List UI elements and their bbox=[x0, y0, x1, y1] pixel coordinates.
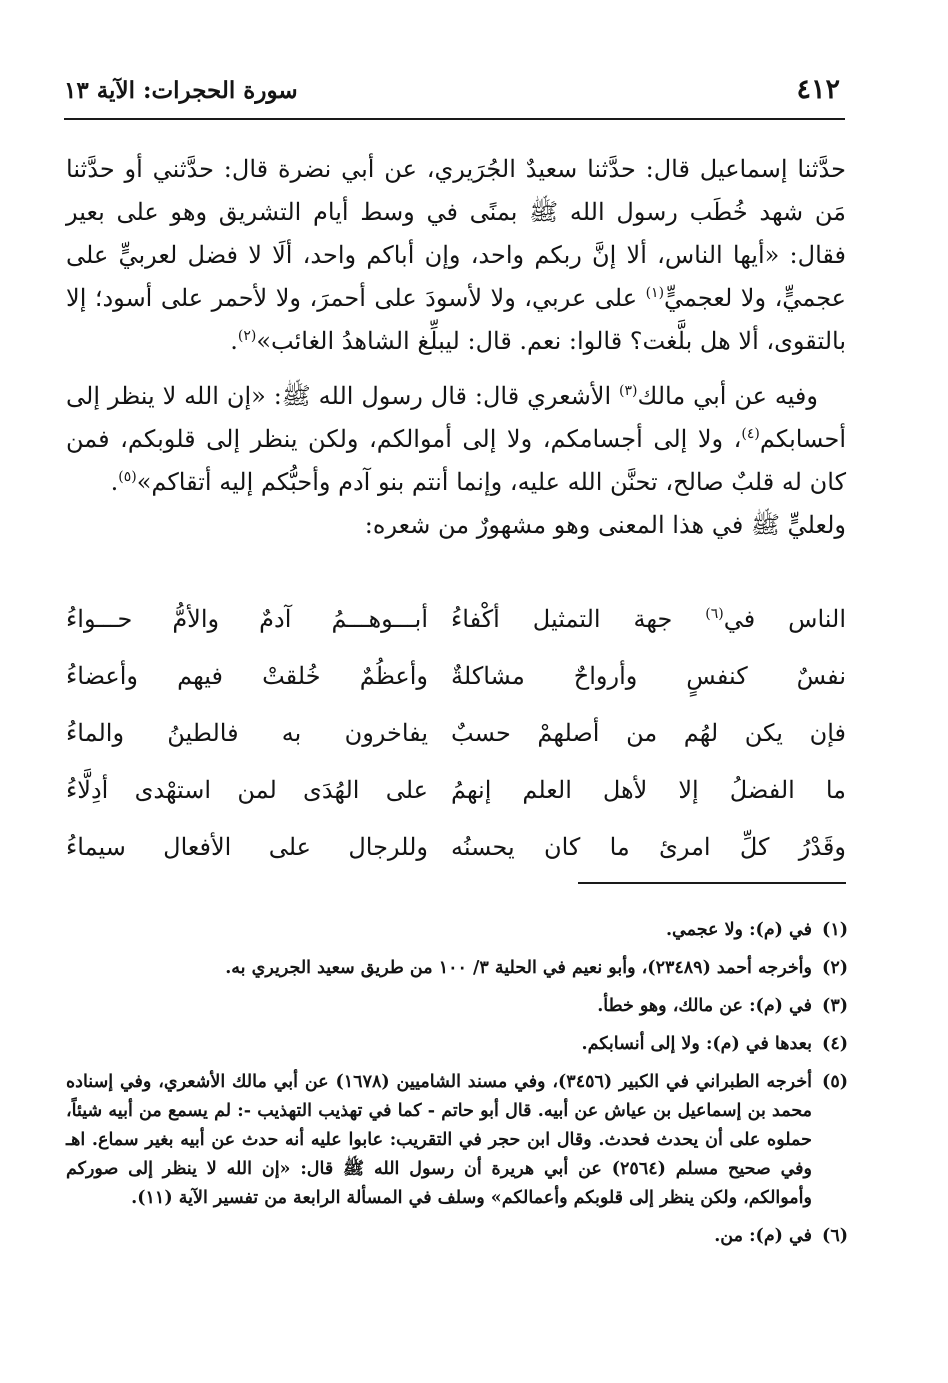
footnote-number: (١) bbox=[822, 920, 848, 940]
footnote-ref: (٦) bbox=[705, 606, 724, 622]
poem-verse bbox=[66, 719, 846, 776]
header-rule bbox=[64, 118, 845, 120]
footnote-ref: (٥) bbox=[118, 469, 137, 485]
poem bbox=[66, 605, 846, 890]
footnote bbox=[66, 1068, 848, 1213]
poem-verse bbox=[66, 776, 846, 833]
footnote-ref: (١) bbox=[645, 285, 665, 301]
footnote-text: في (م): ولا عجمي. bbox=[665, 920, 812, 940]
poem-verse bbox=[66, 605, 846, 662]
paragraph-text: ، ولا إلى أجسامكم، ولا إلى أموالكم، ولكن ينظر إلى قلوبكم، فمن كان له قلبٌ صالح، تحنَّن الله عليه، وإنما أنتم بنو آدم وأحبُّكم إليه أتقاكم» bbox=[66, 425, 846, 496]
verse-first-hemistich: فإن يكن لهُم من أصلهمْ حسبٌ bbox=[451, 719, 846, 747]
footnote bbox=[66, 992, 848, 1021]
hemistich-text: جهة التمثيل أكْفاءُ bbox=[451, 605, 706, 633]
poem-intro: ولعليٍّ ﷺ في هذا المعنى وهو مشهورٌ من شعره: bbox=[364, 511, 846, 539]
hemistich-text: الناس في bbox=[723, 605, 846, 633]
verse-second-hemistich: وأعظُمٌ خُلقتْ فيهم وأعضاءُ bbox=[66, 662, 428, 690]
footnote-ref: (٣) bbox=[619, 383, 638, 399]
verse-first-hemistich: ما الفضلُ إلا لأهل العلم إنهمُ bbox=[451, 776, 846, 804]
verse-second-hemistich: على الهُدَى لمن استهْدى أدِلَّاءُ bbox=[66, 776, 428, 804]
verse-first-hemistich bbox=[451, 605, 846, 633]
page-number: ٤١٢ bbox=[796, 74, 840, 105]
footnote-text: في (م): عن مالك، وهو خطأ. bbox=[597, 996, 812, 1016]
verse-second-hemistich: أبـــوهـــمُ آدمٌ والأمُّ حـــواءُ bbox=[66, 605, 428, 633]
footnote-text: وأخرجه أحمد (٢٣٤٨٩)، وأبو نعيم في الحلية ٣/ ١٠٠ من طريق سعيد الجريري به. bbox=[225, 958, 812, 978]
footnote bbox=[66, 954, 848, 983]
footnote-text: في (م): من. bbox=[714, 1226, 812, 1246]
paragraph-text: . bbox=[110, 468, 119, 496]
footnote-number: (٤) bbox=[822, 1034, 848, 1054]
paragraph-text: حدَّثنا إسماعيل قال: حدَّثنا سعيدٌ الجُرَيري، عن أبي نضرة قال: حدَّثني أو حدَّثنا مَن شهد خُطَب رسول الله ﷺ بمنًى في وسط أيام التشريق وهو على بعير فقال: «أيها الناس، ألا إنَّ ربكم واحد، وإن أباكم واحد، ألَا لا فضل لعربيٍّ على عجميٍّ، ولا لعجميٍّ bbox=[66, 155, 847, 312]
paragraph-text: وفيه عن أبي مالك bbox=[637, 382, 818, 410]
verse-second-hemistich: يفاخرون به فالطينُ والماءُ bbox=[66, 719, 428, 747]
footnote-ref: (٢) bbox=[237, 328, 257, 344]
verse-second-hemistich: وللرجال على الأفعال سيماءُ bbox=[66, 833, 428, 861]
paragraph-text: . bbox=[230, 327, 238, 355]
footnote bbox=[66, 1030, 848, 1059]
poem-verse bbox=[66, 662, 846, 719]
footnote-number: (٦) bbox=[822, 1226, 848, 1246]
paragraph-hadith-1 bbox=[66, 148, 846, 363]
main-text bbox=[66, 148, 846, 547]
running-header-title: سورة الحجرات: الآية ١٣ bbox=[64, 77, 298, 104]
footnote-text: أخرجه الطبراني في الكبير (٣٤٥٦)، وفي مسند الشاميين (١٦٧٨) عن أبي مالك الأشعري، وفي إسناده محمد بن إسماعيل بن عياش عن أبيه. قال أبو حاتم - كما في تهذيب التهذيب -: لم يسمع من أبيه شيئاً، حملوه على أن يحدث فحدث. وقال ابن حجر في التقريب: عابوا عليه أنه حدث عن أبيه بغير سماع. اهـ وفي صحيح مسلم (٢٥٦٤) عن أبي هريرة أن رسول الله ﷺ قال: «إن الله لا ينظر إلى صوركم وأموالكم، ولكن ينظر إلى قلوبكم وأعمالكم» وسلف في المسألة الرابعة من تفسير الآية (١١). bbox=[66, 1072, 813, 1208]
footnote-text: بعدها في (م): ولا إلى أنسابكم. bbox=[581, 1034, 812, 1054]
footnote-ref: (٤) bbox=[741, 426, 760, 442]
paragraph-text: الأشعري قال: قال رسول الله ﷺ: «إن الله لا ينظر إلى أحسابكم bbox=[66, 382, 846, 453]
footnote-number: (٢) bbox=[822, 958, 848, 978]
footnote-separator bbox=[578, 882, 846, 884]
footnote-number: (٣) bbox=[822, 996, 848, 1016]
paragraph-hadith-2 bbox=[66, 375, 846, 504]
verse-first-hemistich: وقَدْرُ كلِّ امرئ ما كان يحسنُه bbox=[451, 833, 846, 861]
footnote-number: (٥) bbox=[822, 1072, 849, 1092]
footnotes bbox=[66, 916, 848, 1260]
footnote bbox=[66, 1222, 848, 1251]
footnote bbox=[66, 916, 848, 945]
verse-first-hemistich: نفسٌ كنفسٍ وأرواحٌ مشاكلةٌ bbox=[451, 662, 846, 690]
paragraph-text: على عربي، ولا لأسودَ على أحمرَ، ولا لأحمر على أسود؛ إلا بالتقوى، ألا هل بلَّغت؟ قالوا: نعم. قال: ليبلِّغ الشاهدُ الغائب» bbox=[66, 284, 846, 355]
